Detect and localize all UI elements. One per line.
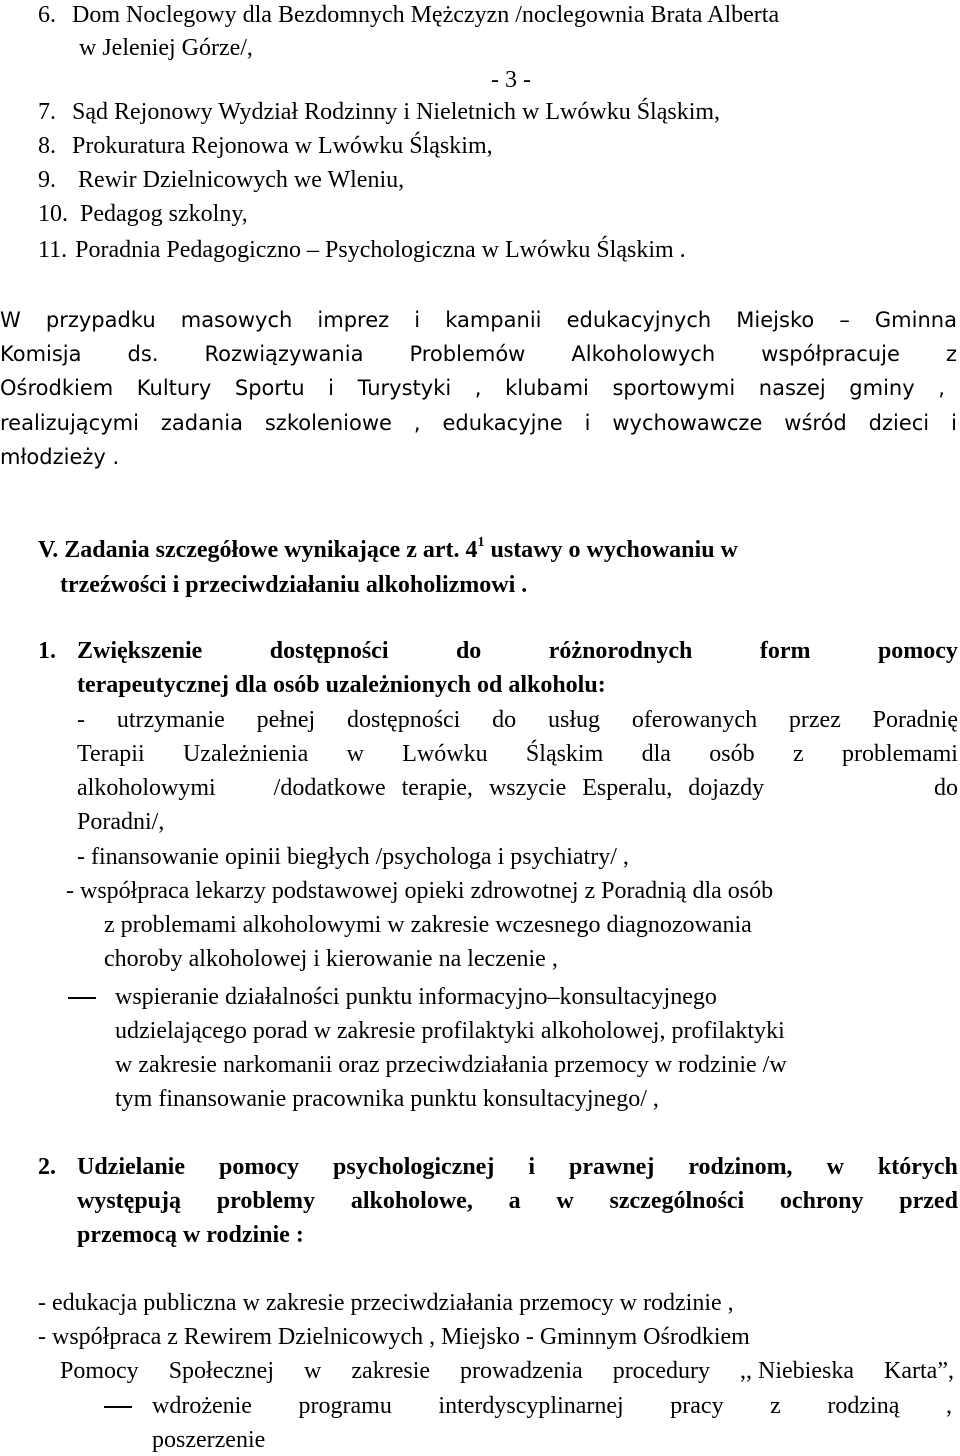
word: szczególności: [609, 1188, 745, 1214]
dash-marker: [68, 997, 96, 999]
point-2-number: 2.: [38, 1154, 56, 1180]
word: Esperalu,: [582, 775, 673, 801]
list-number: 6.: [38, 2, 56, 28]
word: edukacyjne: [442, 411, 563, 435]
word: w: [826, 1154, 844, 1180]
list-item-7: [38, 97, 720, 127]
word: wszycie: [488, 775, 567, 801]
point-2-bullet-2-line-2: [60, 1356, 954, 1386]
point-2-bullet-2: - współpraca z Rewirem Dzielnicowych , Miejsko - Gminnym Ośrodkiem: [38, 1324, 750, 1350]
word: z: [945, 342, 957, 366]
word: procedury: [612, 1358, 710, 1384]
word: przez: [788, 707, 841, 733]
word: ,: [945, 1393, 952, 1419]
word: osób: [709, 741, 755, 767]
word: których: [877, 1154, 958, 1180]
word: występują: [77, 1188, 182, 1214]
list-number: 11.: [38, 237, 68, 263]
point-1-title-line-1: [77, 636, 958, 666]
word: kampanii: [445, 308, 542, 332]
word: prawnej: [569, 1154, 655, 1180]
word: wśród: [784, 411, 847, 435]
word: ,: [413, 411, 421, 435]
word: /dodatkowe: [273, 775, 386, 801]
point-1-number: 1.: [38, 638, 56, 664]
word: form: [759, 638, 811, 664]
paragraph-line-3: [0, 373, 945, 403]
list-text: Sąd Rejonowy Wydział Rodzinny i Nieletnich w Lwówku Śląskim,: [72, 99, 721, 125]
word: klubami: [505, 376, 589, 400]
word: realizującymi: [0, 411, 139, 435]
list-number: 7.: [38, 99, 56, 125]
word: usług: [547, 707, 600, 733]
word: i: [414, 308, 421, 332]
paragraph-line-5: młodzieży .: [0, 445, 120, 469]
word: rodziną: [827, 1393, 900, 1419]
word: Karta”,: [884, 1358, 954, 1384]
word: terapie,: [401, 775, 473, 801]
point-1-title-line-2: terapeutycznej dla osób uzależnionych od alkoholu:: [77, 672, 606, 698]
point-1-bullet-4-line-3: w zakresie narkomanii oraz przeciwdziałania przemocy w rodzinie /w: [115, 1052, 787, 1078]
word: i: [951, 411, 957, 435]
word: ,, Niebieska: [740, 1358, 854, 1384]
point-2-bullet-3-marker: [104, 1391, 132, 1421]
word: ,: [938, 376, 945, 400]
word: rodzinom,: [688, 1154, 793, 1180]
word: wdrożenie: [152, 1393, 252, 1419]
word: dla: [641, 741, 671, 767]
list-number: 8.: [38, 133, 56, 159]
section-heading: [38, 535, 738, 565]
word: problemami: [841, 741, 958, 767]
word: masowych: [180, 308, 293, 332]
word: psychologicznej: [333, 1154, 495, 1180]
word: Gminna: [874, 308, 957, 332]
point-1-bullet-3-line-1: - współpraca lekarzy podstawowej opieki zdrowotnej z Poradnią dla osób: [66, 878, 774, 904]
point-1-bullet-3-line-3: choroby alkoholowej i kierowanie na leczenie ,: [104, 946, 558, 972]
point-1-bullet-1-line-4: Poradni/,: [77, 809, 165, 835]
word: edukacyjnych: [566, 308, 712, 332]
point-2-bullet-1: - edukacja publiczna w zakresie przeciwdziałania przemocy w rodzinie ,: [38, 1290, 734, 1316]
list-number: 10.: [38, 201, 68, 227]
point-1-bullet-4-line-1: wspieranie działalności punktu informacyjno–konsultacyjnego: [115, 984, 717, 1010]
word: programu: [298, 1393, 392, 1419]
word: przed: [899, 1188, 958, 1214]
point-1-bullet-4-line-4: tym finansowanie pracownika punktu konsultacyjnego/ ,: [115, 1086, 659, 1112]
word: pomocy: [219, 1154, 299, 1180]
word: i: [584, 411, 591, 435]
word: szkoleniowe: [264, 411, 392, 435]
word: różnorodnych: [548, 638, 693, 664]
word: do: [492, 707, 517, 733]
word: Rozwiązywania: [204, 342, 364, 366]
point-1-bullet-1-line-2: [77, 739, 958, 769]
word: ds.: [127, 342, 159, 366]
word: ,: [474, 376, 482, 400]
list-item-10: [38, 199, 248, 229]
word: W: [0, 308, 21, 332]
word: i: [528, 1154, 535, 1180]
word: i: [328, 376, 334, 400]
word: dojazdy: [688, 775, 765, 801]
word: zakresie: [351, 1358, 431, 1384]
point-2-title-line-3: przemocą w rodzinie :: [77, 1222, 304, 1248]
list-item-8: [38, 131, 493, 161]
word: Komisja: [0, 342, 82, 366]
word: naszej: [758, 376, 826, 400]
word: współpracuje: [761, 342, 900, 366]
word: dostępności: [269, 638, 389, 664]
word: Sportu: [234, 376, 305, 400]
point-1-bullet-4-line-2: udzielającego porad w zakresie profilaktyki alkoholowej, profilaktyki: [115, 1018, 785, 1044]
point-1-bullet-2: - finansowanie opinii biegłych /psychologa i psychiatry/ ,: [77, 844, 629, 870]
point-1-bullet-4-marker: [68, 982, 96, 1012]
point-1-bullet-1-line-3: [77, 773, 958, 803]
point-2-bullet-3-line-1: [152, 1391, 952, 1421]
superscript: 1: [477, 535, 485, 550]
word: Udzielanie: [77, 1154, 185, 1180]
dash-marker: [104, 1406, 132, 1408]
word: z: [770, 1393, 781, 1419]
list-item-6: [38, 0, 779, 30]
word: a: [508, 1188, 521, 1214]
word: ochrony: [779, 1188, 864, 1214]
word: w: [304, 1358, 322, 1384]
page-number: - 3 -: [491, 67, 531, 93]
word: alkoholowe,: [350, 1188, 473, 1214]
word: Zwiększenie: [77, 638, 203, 664]
list-text: Dom Noclegowy dla Bezdomnych Mężczyzn /noclegownia Brata Alberta: [72, 2, 780, 28]
point-2-bullet-3-line-2: poszerzenie: [152, 1427, 266, 1453]
word: –: [839, 308, 850, 332]
word: do: [455, 638, 482, 664]
word: Społecznej: [168, 1358, 274, 1384]
list-item-6-continuation: w Jeleniej Górze/,: [79, 35, 253, 61]
list-text: Rewir Dzielnicowych we Wleniu,: [78, 167, 405, 193]
word: Terapii: [77, 741, 145, 767]
word: przypadku: [45, 308, 156, 332]
word: pełnej: [256, 707, 316, 733]
section-heading-line-2: trzeźwości i przeciwdziałaniu alkoholizmowi .: [60, 572, 528, 598]
word: Uzależnienia: [182, 741, 309, 767]
list-item-11: [38, 235, 686, 265]
list-text: Poradnia Pedagogiczno – Psychologiczna w Lwówku Śląskim .: [75, 237, 686, 263]
word: -: [77, 707, 85, 733]
word: gminy: [849, 376, 915, 400]
word: utrzymanie: [116, 707, 225, 733]
word: Miejsko: [736, 308, 815, 332]
point-1-bullet-3-line-2: z problemami alkoholowymi w zakresie wczesnego diagnozowania: [104, 912, 752, 938]
word: Ośrodkiem: [0, 376, 114, 400]
point-2-title-line-1: [77, 1152, 958, 1182]
word: Poradnię: [872, 707, 958, 733]
word: interdyscyplinarnej: [438, 1393, 624, 1419]
word: Alkoholowych: [571, 342, 716, 366]
list-number: 9.: [38, 167, 56, 193]
word: sportowymi: [612, 376, 736, 400]
paragraph-line-4: [0, 408, 957, 438]
word: problemy: [216, 1188, 316, 1214]
word: Problemów: [409, 342, 526, 366]
word: alkoholowymi: [77, 775, 216, 801]
paragraph-line-2: [0, 339, 957, 369]
list-text: Prokuratura Rejonowa w Lwówku Śląskim,: [72, 133, 493, 159]
paragraph-line-1: [0, 305, 957, 335]
word: Kultury: [136, 376, 212, 400]
heading-text: ustawy o wychowaniu w: [484, 537, 738, 563]
heading-text: V. Zadania szczegółowe wynikające z art. 4: [38, 537, 478, 563]
word: z: [792, 741, 804, 767]
word: pracy: [670, 1393, 724, 1419]
word: dostępności: [347, 707, 461, 733]
word: Lwówku: [402, 741, 488, 767]
point-2-title-line-2: [77, 1186, 958, 1216]
word: imprez: [317, 308, 390, 332]
word: oferowanych: [631, 707, 758, 733]
word: zadania: [160, 411, 243, 435]
word: w: [346, 741, 364, 767]
word: Śląskim: [525, 741, 604, 767]
word: wychowawcze: [612, 411, 763, 435]
word: w: [556, 1188, 574, 1214]
word: prowadzenia: [460, 1358, 583, 1384]
point-1-bullet-1-line-1: [77, 705, 958, 735]
word: dzieci: [868, 411, 930, 435]
word: Pomocy: [60, 1358, 139, 1384]
word: do: [934, 775, 958, 801]
list-text: Pedagog szkolny,: [80, 201, 248, 227]
list-item-9: [38, 165, 404, 195]
word: pomocy: [877, 638, 958, 664]
word: Turystyki: [357, 376, 452, 400]
